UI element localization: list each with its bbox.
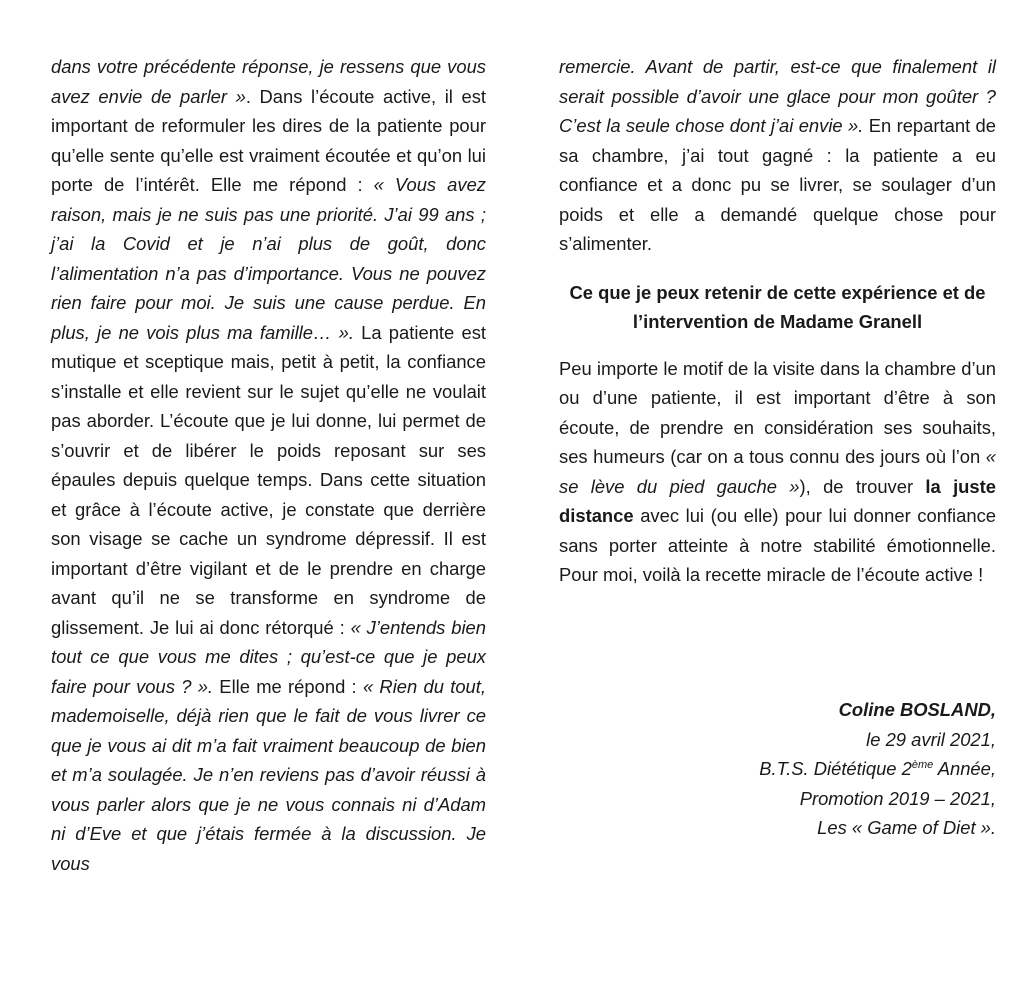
- signature-block: [559, 695, 996, 843]
- section-heading: Ce que je peux retenir de cette expérience et de l’intervention de Madame Granell: [569, 281, 986, 332]
- left-paragraph: [51, 52, 486, 878]
- body-text: En repartant de sa chambre, j’ai tout gagné : la patiente a eu confiance et a donc pu se livrer, se soulager d’un poids et elle a demandé quelque chose pour s’alimenter.: [559, 115, 996, 254]
- right-column: [559, 52, 996, 590]
- author-name: Coline BOSLAND,: [838, 699, 996, 720]
- body-text: La patiente est mutique et sceptique mais, petit à petit, la confiance s’installe et elle revient sur le sujet qu’elle ne voulait pas aborder. L’écoute que je lui donne, lui permet de s’ouvrir et de libérer le poids reposant sur ses épaules depuis quelque temps. Dans cette situation et grâce à l’écoute active, je constate que derrière son visage se cache un syndrome dépressif. Il est important d’être vigilant et de le prendre en charge avant qu’il ne se transforme en syndrome de glissement. Je lui ai donc rétorqué :: [51, 321, 486, 638]
- promotion-line: Promotion 2019 – 2021,: [799, 787, 996, 809]
- quote-text: dans votre précédente réponse, je ressens que vous avez envie de parler »: [51, 56, 486, 107]
- group-line: Les « Game of Diet ».: [817, 817, 996, 838]
- left-column: [51, 52, 486, 878]
- quote-text: « se lève du pied gauche »: [559, 446, 996, 497]
- body-text: ), de trouver: [799, 475, 926, 497]
- quote-text: remercie. Avant de partir, est-ce que finalement il serait possible d’avoir une glace pour mon goûter ? C’est la seule chose dont j’ai envie ».: [559, 56, 996, 136]
- course-suffix: Année,: [933, 758, 996, 779]
- quote-text: « Rien du tout, mademoiselle, déjà rien que le fait de vous livrer ce que je vous ai dit m’a fait vraiment beaucoup de bien et m’a soulagée. Je n’en reviens pas d’avoir réussi à vous parler alors que je ne vous connais ni d’Adam ni d’Eve et que j’étais fermée à la discussion. Je vous: [51, 675, 487, 874]
- quote-text: « J’entends bien tout ce que vous me dites ; qu’est-ce que je peux faire pour vous ? ».: [51, 616, 486, 697]
- right-paragraph-2: [559, 354, 996, 590]
- body-text: Peu importe le motif de la visite dans la chambre d’un ou d’une patiente, il est important d’être à son écoute, de prendre en considération ses souhaits, ses humeurs (car on a tous connu des jours où l’on: [559, 357, 996, 467]
- course-prefix: B.T.S. Diététique 2: [759, 758, 912, 779]
- emphasis-text: la juste distance: [559, 475, 996, 526]
- signature-date: le 29 avril 2021,: [866, 728, 996, 750]
- course-superscript: ème: [911, 758, 934, 771]
- body-text: Elle me répond :: [213, 675, 363, 697]
- quote-text: « Vous avez raison, mais je ne suis pas une priorité. J’ai 99 ans ; j’ai la Covid et je n’ai plus de goût, donc l’alimentation n’a pas d’importance. Vous ne pouvez rien faire pour moi. Je suis une cause perdue. En plus, je ne vois plus ma famille… ».: [51, 174, 487, 343]
- right-paragraph-1: [559, 52, 996, 259]
- course-line: [559, 754, 996, 784]
- body-text: avec lui (ou elle) pour lui donner confiance sans porter atteinte à notre stabilité émotionnelle. Pour moi, voilà la recette miracle de l’écoute active !: [559, 505, 996, 585]
- body-text: . Dans l’écoute active, il est important de reformuler les dires de la patiente pour qu’elle sente qu’elle est vraiment écoutée et qu’on lui porte de l’intérêt. Elle me répond :: [51, 85, 486, 195]
